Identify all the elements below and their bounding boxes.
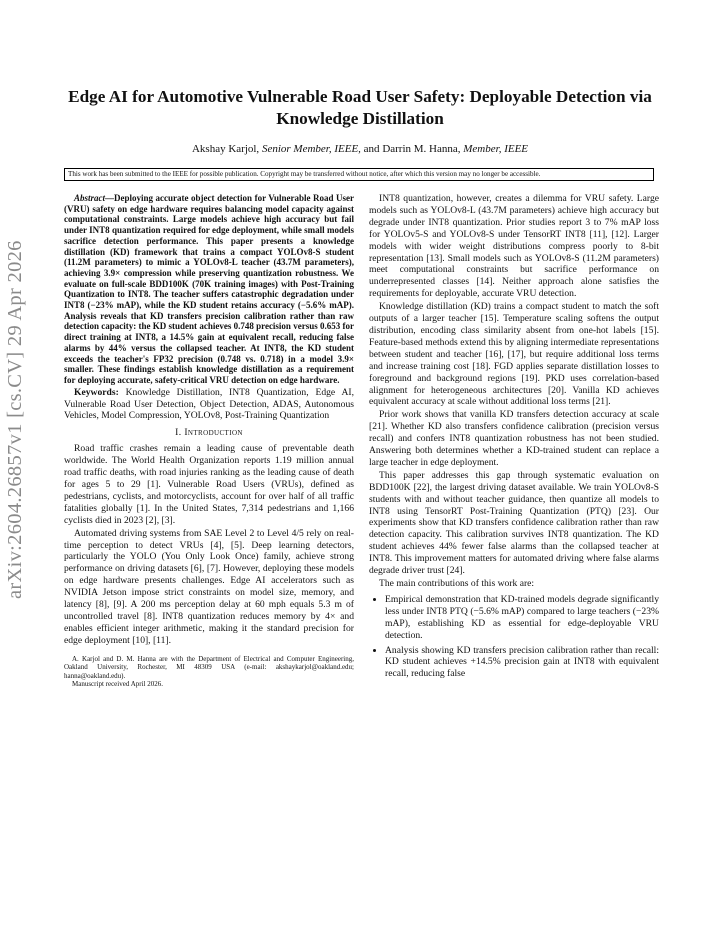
- keywords-label: Keywords:: [74, 386, 119, 398]
- abstract-label: Abstract: [74, 193, 106, 203]
- left-column: [64, 193, 354, 689]
- abstract-text: —Deploying accurate object detection for Vulnerable Road User (VRU) safety on edge hardware requires balancing model capacity against computational constraints. Large models achieve high accuracy but fail under INT8 quantization required for edge deployment, while small models sacrifice detection performance. This paper presents a knowledge distillation (KD) framework that trains a compact YOLOv8-S student (11.2M parameters) to mimic a YOLOv8-L teacher (43.7M parameters), achieving 3.9× compression while preserving quantization robustness. We evaluate on full-scale BDD100K (70K training images) with Post-Training Quantization to INT8. The teacher suffers catastrophic degradation under INT8 (−23% mAP), while the KD student retains accuracy (−5.6% mAP). Analysis reveals that KD transfers precision calibration rather than raw detection capacity: the KD student achieves 0.748 precision versus 0.653 for direct training at INT8, a 14.5% gain at equivalent recall, reducing false alarms by 44% versus the collapsed teacher. At INT8, the KD student exceeds the teacher's FP32 precision (0.748 vs. 0.718) in a model 3.9× smaller. These findings establish knowledge distillation as a requirement for deploying accurate, safety-critical VRU detection on edge hardware.: [64, 193, 354, 385]
- body-paragraph: The main contributions of this work are:: [379, 578, 535, 589]
- body-paragraph: This paper addresses this gap through systematic evaluation on BDD100K [22], the largest driving dataset available. We train YOLOv8-S students with and without teacher guidance, then quantize all models to INT8 using TensorRT Post-Training Quantization (PTQ) [23]. Our experiments show that KD transfers confidence calibration rather than raw detection capacity. This calibration survives INT8 quantization. The KD student achieves 44% fewer false alarms than the collapsed teacher at INT8. This improvement matters for automated driving where false alarms degrade driver trust [24].: [369, 469, 659, 577]
- copyright-notice: This work has been submitted to the IEEE for possible publication. Copyright may be transferred without notice, after which this version may no longer be accessible.: [64, 168, 654, 181]
- author-line: [60, 143, 660, 155]
- body-paragraph: Road traffic crashes remain a leading cause of preventable death worldwide. The World Health Organization reports 1.19 million annual road traffic deaths, with road injuries ranking as the leading cause of death for ages 5 to 29 [1]. Vulnerable Road Users (VRUs), defined as pedestrians, cyclists, and motorcyclists, account for over half of all traffic fatalities globally [1]. In the United States, 7,314 pedestrians and 1,166 cyclists died in 2023 [2], [3].: [64, 443, 354, 526]
- author-1-role: Senior Member, IEEE,: [261, 143, 361, 155]
- footnote-received: Manuscript received April 2026.: [72, 680, 163, 689]
- arxiv-identifier: arXiv:2604.26857v1 [cs.CV] 29 Apr 2026: [4, 240, 26, 600]
- body-paragraph: INT8 quantization, however, creates a dilemma for VRU safety. Large models such as YOLOv8-L (43.7M parameters) achieve high accuracy but degrade under INT8 quantization. Prior studies report 3 to 7% mAP loss for YOLOv5-S and YOLOv8-S under TensorRT INT8 [11], [12]. Larger models with wider weight distributions compress poorly to 8-bit representation [13]. Small models such as YOLOv8-S (11.2M parameters) meet computational constraints but sacrifice performance on underrepresented classes [14]. Neither approach alone satisfies the requirements for deployable, accurate VRU detection.: [369, 193, 659, 300]
- section-numeral: I.: [175, 427, 185, 439]
- paper-title: Edge AI for Automotive Vulnerable Road User Safety: Deployable Detection via Knowledge Distillation: [68, 87, 652, 128]
- right-column: [369, 193, 659, 683]
- contributions-list: [369, 594, 659, 680]
- list-item: • Analysis showing KD transfers precision calibration rather than recall: KD student achieves +14.5% precision gain at INT8 with equivalent recall, reducing false: [385, 645, 659, 681]
- body-paragraph: Knowledge distillation (KD) trains a compact student to match the soft outputs of a larger teacher [15]. Temperature scaling softens the output distribution, encoding class similarity absent from one-hot labels [15]. Feature-based methods extend this by aligning intermediate representations between student and teacher [16], [17], but require additional loss terms and increase training cost [18]. FGD applies separate distillation losses to foreground and background regions [19]. PKD uses correlation-based alignment for heterogeneous architectures [20]. Vanilla KD achieves equivalent accuracy at scale without additional loss terms [21].: [369, 301, 659, 408]
- author-1-name: Akshay Karjol,: [191, 143, 260, 155]
- keywords: [64, 387, 354, 423]
- body-paragraph: Automated driving systems from SAE Level 2 to Level 4/5 rely on real-time perception to detect VRUs [4], [5]. Deep learning detectors, particularly the YOLO (You Only Look Once) family, achieve strong performance on driving datasets [6], [7]. However, deploying these models on edge hardware presents challenges. Edge AI accelerators such as NVIDIA Jetson impose strict constraints on model size, memory, and latency [8], [9]. A 200 ms perception delay at 60 mph equals 5.3 m of uncontrolled travel [8]. INT8 quantization reduces memory by 4× and enables efficient integer arithmetic, making it the standard precision for edge deployment [10], [11].: [64, 527, 354, 646]
- body-paragraph: Prior work shows that vanilla KD transfers detection accuracy at scale [21]. Whether KD also transfers confidence calibration (precision versus recall) and confers INT8 quantization robustness has not been studied. Answering both determines whether a KD-trained student can replace a large teacher in edge deployment.: [369, 409, 659, 468]
- footnotes: [64, 655, 354, 689]
- section-heading: [64, 427, 354, 439]
- author-2-name: Darrin M. Hanna,: [382, 143, 461, 155]
- section-title: Introduction: [184, 427, 243, 439]
- author-2-role: Member, IEEE: [463, 143, 529, 155]
- author-conjunction: and: [360, 143, 383, 155]
- abstract: [64, 193, 354, 386]
- keywords-text: Knowledge Distillation, INT8 Quantization, Edge AI, Vulnerable Road User Detection, Object Detection, ADAS, Autonomous Vehicles, Model Compression, YOLOv8, Post-Training Quantization: [64, 386, 354, 422]
- list-item: • Empirical demonstration that KD-trained models degrade significantly less under INT8 PTQ (−5.6% mAP) compared to large teachers (−23% mAP), establishing KD as essential for edge-deployable VRU detection.: [385, 594, 659, 642]
- footnote-affiliation: A. Karjol and D. M. Hanna are with the Department of Electrical and Computer Engineering, Oakland University, Rochester, MI 48309 USA (e-mail: akshaykarjol@oakland.edu; hanna@oakland.edu).: [64, 654, 354, 680]
